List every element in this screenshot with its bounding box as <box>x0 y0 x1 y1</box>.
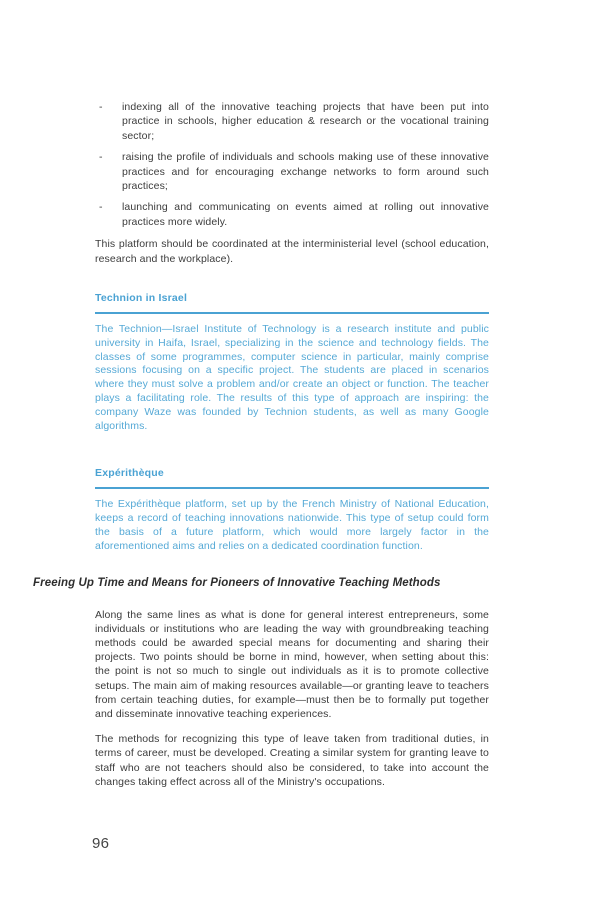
callout-divider <box>95 312 489 314</box>
intro-paragraph: This platform should be coordinated at the interministerial level (school education, research and the workplace). <box>95 238 489 265</box>
callout-title-experitheque: Expérithèque <box>95 467 164 480</box>
callout-divider <box>95 487 489 489</box>
callout-body-experitheque: The Expérithèque platform, set up by the French Ministry of National Education, keeps a record of teaching innovations nationwide. This type of setup could form the basis of a future platform, which would more largely factor in the aforementioned aims and relies on a dedicated coordination function. <box>95 498 489 552</box>
page-content <box>33 100 489 789</box>
bullet-item-raising-profile <box>95 150 489 193</box>
bullet-text: launching and communicating on events aimed at rolling out innovative practices more widely. <box>122 201 489 228</box>
bullet-dash: - <box>99 151 103 164</box>
callout-experitheque <box>95 466 489 553</box>
bullet-dash: - <box>99 101 103 113</box>
bullet-text: raising the profile of individuals and schools making use of these innovative practices and for encouraging exchange networks to form around such practices; <box>122 151 489 193</box>
callout-title-technion: Technion in Israel <box>95 292 188 305</box>
bullet-item-launching-events <box>95 200 489 229</box>
bullet-item-indexing <box>95 100 489 143</box>
bullet-dash: - <box>99 201 103 214</box>
section-heading-freeing-up-time: Freeing Up Time and Means for Pioneers of Innovative Teaching Methods <box>33 576 441 589</box>
section-paragraph-2: The methods for recognizing this type of leave taken from traditional duties, in terms of career, must be developed. Creating a similar system for granting leave to staff who are not teachers should also be considered, to take into account the changes taking effect across all of the Ministry's occupations. <box>95 733 489 788</box>
callout-technion <box>95 291 489 433</box>
page-number: 96 <box>92 835 110 852</box>
callout-body-technion: The Technion—Israel Institute of Technology is a research institute and public university in Haifa, Israel, specializing in the science and technology fields. The classes of some programmes, computer science in particular, mainly comprise sessions focusing on a specific project. The students are placed in scenarios where they must solve a problem and/or create an object or function. The teacher plays a facilitating role. The results of this type of approach are inspiring: the company Waze was founded by Technion students, as well as many Google algorithms. <box>95 323 489 432</box>
bullet-text: indexing all of the innovative teaching projects that have been put into practice in schools, higher education & research or the vocational training sector; <box>122 101 489 142</box>
section-paragraph-1: Along the same lines as what is done for general interest entrepreneurs, some individuals or institutions who are leading the way with groundbreaking teaching methods could be awarded special means for documenting and sharing their projects. Two points should be borne in mind, however, when setting about this: the point is not so much to single out individuals as it is to promote collective setups. The main aim of making resources available—or granting leave to teachers from certain teaching duties, for example—must then be to formally put together and disseminate innovative teaching experiences. <box>95 608 489 721</box>
